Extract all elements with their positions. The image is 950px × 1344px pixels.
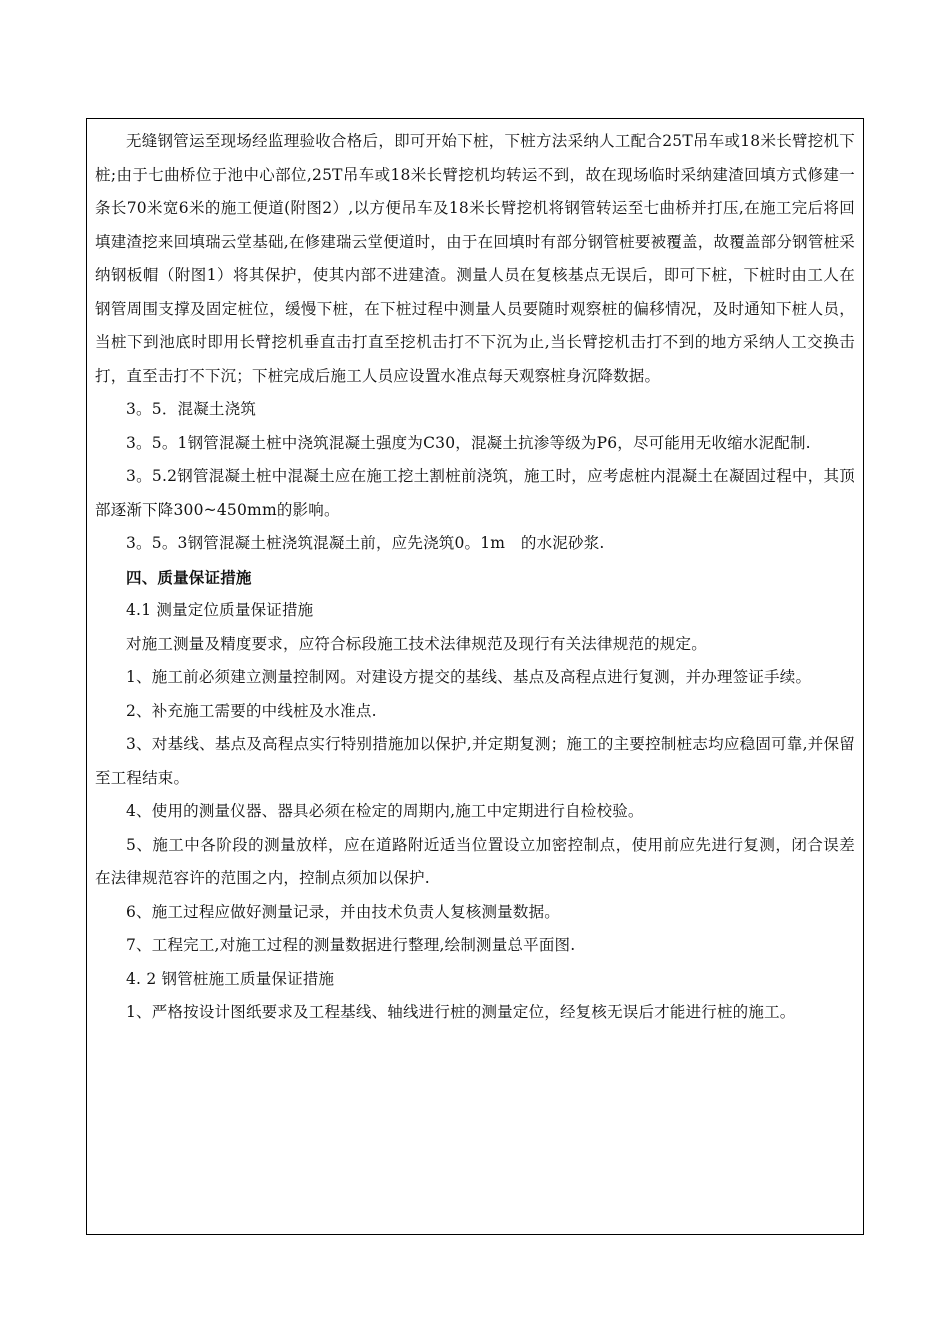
list-item-4-1-1: 1、施工前必须建立测量控制网。对建设方提交的基线、基点及高程点进行复测，并办理签证手续。	[126, 668, 812, 686]
list-item-4-1-5: 5、施工中各阶段的测量放样，应在道路附近适当位置设立加密控制点，使用前应先进行复测，闭合误差在法律规范容许的范围之内，控制点须加以保护.	[95, 835, 855, 887]
paragraph-4-1-intro: 对施工测量及精度要求，应符合标段施工技术法律规范及现行有关法律规范的规定。	[126, 634, 707, 653]
list-item-4-1-7: 7、工程完工,对施工过程的测量数据进行整理,绘制测量总平面图.	[126, 936, 576, 954]
subsection-4-2-title: 4. 2 钢管桩施工质量保证措施	[126, 969, 335, 988]
paragraph-pile-driving: 无缝钢管运至现场经监理验收合格后，即可开始下桩，下桩方法采纳人工配合25T吊车或18米长臂挖机下桩;由于七曲桥位于池中心部位,25T吊车或18米长臂挖机均转运不到，故在现场临时采纳建渣回填方式修建一条长70米宽6米的施工便道(附图2）,以方便吊车及18米长臂挖机将钢管转运至七曲桥并打压,在施工完后将回填建渣挖来回填瑞云堂基础,在修建瑞云堂便道时，由于在回填时有部分钢管桩要被覆盖，故覆盖部分钢管桩采纳钢板帽（附图1）将其保护，使其内部不进建渣。测量人员在复核基点无误后，即可下桩，下桩时由工人在钢管周围支撑及固定桩位，缓慢下桩，在下桩过程中测量人员要随时观察桩的偏移情况，及时通知下桩人员，当桩下到池底时即用长臂挖机垂直击打直至挖机击打不下沉为止,当长臂挖机击打不到的地方采纳人工交换击打，直至击打不下沉；下桩完成后施工人员应设置水准点每天观察桩身沉降数据。	[95, 132, 855, 385]
paragraph-3-5-3: 3。5。3钢管混凝土桩浇筑混凝土前，应先浇筑0。1m 的水泥砂浆.	[126, 534, 605, 552]
paragraph-3-5-2: 3。5.2钢管混凝土桩中混凝土应在施工挖土割桩前浇筑，施工时，应考虑桩内混凝土在凝固过程中，其顶部逐渐下降300~450mm的影响。	[95, 467, 855, 519]
section-4-heading: 四、质量保证措施	[126, 567, 252, 587]
list-item-4-1-3: 3、对基线、基点及高程点实行特别措施加以保护,并定期复测；施工的主要控制桩志均应稳固可靠,并保留至工程结束。	[95, 735, 855, 787]
document-body	[95, 125, 855, 1030]
subsection-4-1-title: 4.1 测量定位质量保证措施	[126, 601, 314, 619]
section-3-5-title: 3。5．混凝土浇筑	[126, 400, 257, 418]
list-item-4-2-1: 1、严格按设计图纸要求及工程基线、轴线进行桩的测量定位，经复核无误后才能进行桩的施工。	[126, 1003, 796, 1021]
list-item-4-1-4: 4、使用的测量仪器、器具必须在检定的周期内,施工中定期进行自检校验。	[126, 802, 644, 820]
document-frame	[86, 118, 864, 1235]
list-item-4-1-2: 2、补充施工需要的中线桩及水准点.	[126, 701, 377, 720]
paragraph-3-5-1: 3。5。1钢管混凝土桩中浇筑混凝土强度为C30，混凝土抗渗等级为P6，尽可能用无收缩水泥配制.	[126, 433, 811, 452]
list-item-4-1-6: 6、施工过程应做好测量记录，并由技术负责人复核测量数据。	[126, 902, 560, 921]
